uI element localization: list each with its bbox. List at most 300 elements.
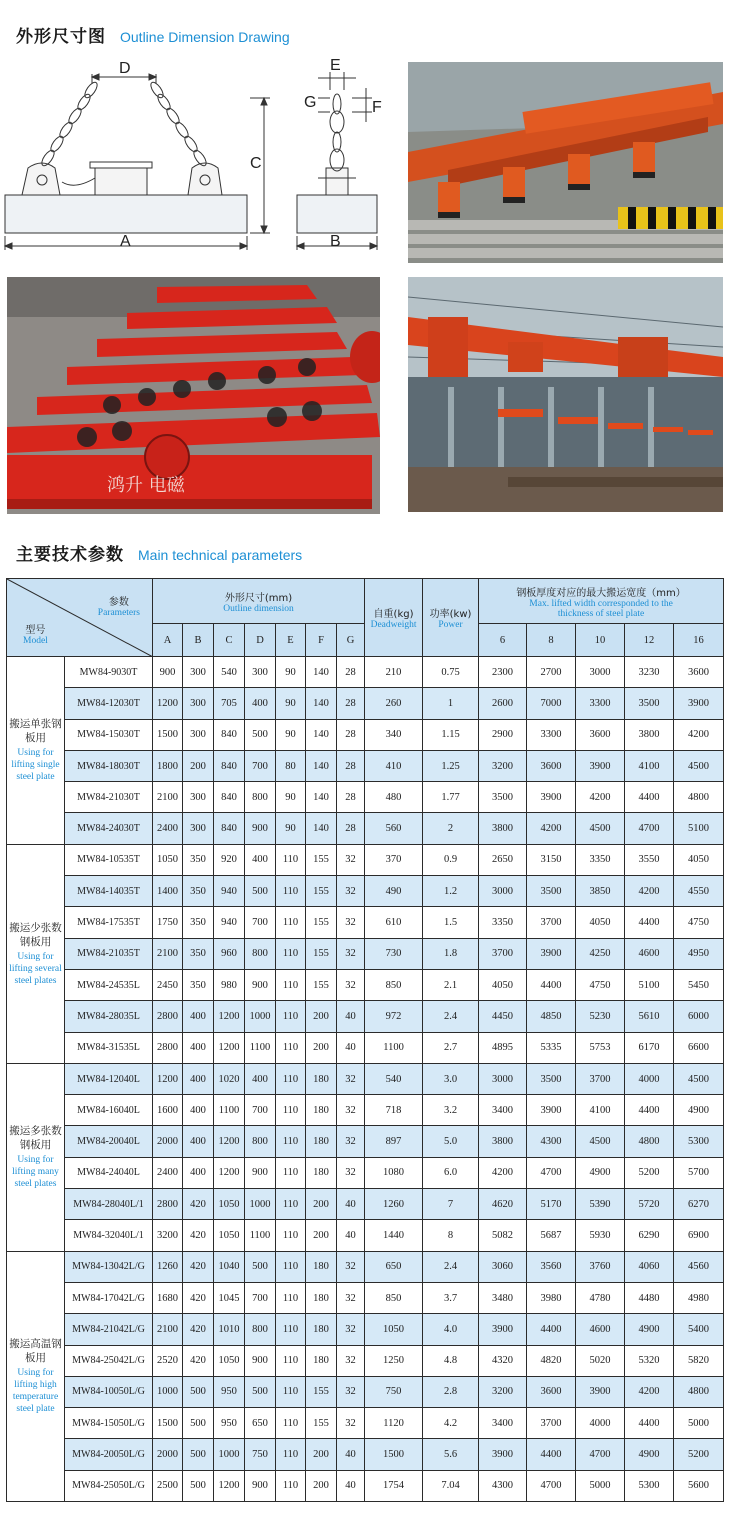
photo-crane-beam — [408, 62, 723, 263]
table-cell: 4100 — [625, 750, 674, 781]
model-cell: MW84-21042L/G — [65, 1314, 153, 1345]
table-cell: 1000 — [214, 1439, 245, 1470]
photo-workshop-cranes — [408, 277, 723, 512]
table-cell: 4400 — [527, 1439, 576, 1470]
table-cell: 0.9 — [423, 844, 479, 875]
table-cell: 90 — [276, 813, 306, 844]
table-cell: 110 — [276, 1470, 306, 1501]
table-cell: 4050 — [674, 844, 724, 875]
table-cell: 4320 — [479, 1345, 527, 1376]
table-cell: 500 — [245, 1251, 276, 1282]
table-cell: 210 — [365, 657, 423, 688]
table-cell: 400 — [245, 844, 276, 875]
table-row — [7, 1470, 724, 1501]
table-row — [7, 907, 724, 938]
table-cell: 1100 — [214, 1095, 245, 1126]
table-cell: 800 — [245, 782, 276, 813]
table-cell: 800 — [245, 1314, 276, 1345]
table-cell: 5300 — [674, 1126, 724, 1157]
table-cell: 155 — [306, 969, 337, 1000]
table-row — [7, 969, 724, 1000]
header-model-params-cell — [7, 579, 153, 657]
group-label-en: Using for lifting several steel plates — [9, 951, 62, 986]
right-lug — [188, 163, 222, 195]
model-cell: MW84-20050L/G — [65, 1439, 153, 1470]
table-cell: 370 — [365, 844, 423, 875]
table-cell: 155 — [306, 938, 337, 969]
model-cell: MW84-32040L/1 — [65, 1220, 153, 1251]
table-cell: 5335 — [527, 1032, 576, 1063]
table-cell: 110 — [276, 1032, 306, 1063]
left-chain — [40, 80, 100, 167]
table-cell: 2520 — [153, 1345, 183, 1376]
table-cell: 3760 — [576, 1251, 625, 1282]
table-cell: 2000 — [153, 1126, 183, 1157]
table-cell: 1400 — [153, 876, 183, 907]
table-cell: 1100 — [245, 1220, 276, 1251]
table-cell: 110 — [276, 1251, 306, 1282]
table-cell: 2800 — [153, 1189, 183, 1220]
table-cell: 5170 — [527, 1189, 576, 1220]
header-power-cn: 功率(kw) — [429, 609, 472, 620]
table-cell: 350 — [183, 907, 214, 938]
model-cell: MW84-24040L — [65, 1157, 153, 1188]
table-cell: 7000 — [527, 688, 576, 719]
table-row — [7, 1157, 724, 1188]
table-cell: 6270 — [674, 1189, 724, 1220]
table-cell: 5753 — [576, 1032, 625, 1063]
group-label-cn: 搬运多张数钢板用 — [9, 1125, 62, 1152]
table-cell: 900 — [245, 1157, 276, 1188]
table-cell: 1080 — [365, 1157, 423, 1188]
header-params-cn: 参数 — [108, 597, 129, 608]
table-cell: 28 — [337, 688, 365, 719]
table-cell: 420 — [183, 1282, 214, 1313]
table-cell: 340 — [365, 719, 423, 750]
table-row — [7, 1095, 724, 1126]
table-cell: 420 — [183, 1314, 214, 1345]
table-cell: 4950 — [674, 938, 724, 969]
table-cell: 1800 — [153, 750, 183, 781]
photo-lifting-magnets — [7, 277, 380, 514]
table-cell: 3700 — [479, 938, 527, 969]
table-cell: 840 — [214, 813, 245, 844]
table-cell: 920 — [214, 844, 245, 875]
model-cell: MW84-9030T — [65, 657, 153, 688]
table-cell: 4750 — [674, 907, 724, 938]
table-cell: 1050 — [214, 1345, 245, 1376]
table-cell: 500 — [183, 1408, 214, 1439]
table-cell: 5400 — [674, 1314, 724, 1345]
table-cell: 2300 — [479, 657, 527, 688]
table-cell: 3900 — [479, 1439, 527, 1470]
table-cell: 972 — [365, 1001, 423, 1032]
table-cell: 1010 — [214, 1314, 245, 1345]
table-cell: 110 — [276, 907, 306, 938]
table-cell: 950 — [214, 1408, 245, 1439]
header-dim-e: E — [276, 624, 306, 657]
table-cell: 5000 — [674, 1408, 724, 1439]
table-cell: 400 — [183, 1063, 214, 1094]
group-label-cell — [7, 844, 65, 1063]
table-cell: 8 — [423, 1220, 479, 1251]
table-cell: 3560 — [527, 1251, 576, 1282]
table-row — [7, 1439, 724, 1470]
table-cell: 2700 — [527, 657, 576, 688]
dim-label-e: E — [330, 57, 341, 74]
header-thick-10: 10 — [576, 624, 625, 657]
model-cell: MW84-24030T — [65, 813, 153, 844]
table-cell: 4500 — [674, 750, 724, 781]
table-cell: 1750 — [153, 907, 183, 938]
table-cell: 400 — [183, 1032, 214, 1063]
table-cell: 540 — [214, 657, 245, 688]
group-label-en: Using for lifting high temperature steel plate — [12, 1368, 59, 1415]
model-cell: MW84-12040L — [65, 1063, 153, 1094]
model-cell: MW84-21035T — [65, 938, 153, 969]
table-cell: 3900 — [527, 782, 576, 813]
table-cell: 5390 — [576, 1189, 625, 1220]
table-cell: 4400 — [625, 907, 674, 938]
table-cell: 420 — [183, 1220, 214, 1251]
table-cell: 200 — [306, 1032, 337, 1063]
table-cell: 300 — [183, 657, 214, 688]
table-cell: 3700 — [576, 1063, 625, 1094]
table-cell: 4600 — [625, 938, 674, 969]
table-cell: 3200 — [479, 1376, 527, 1407]
table-cell: 420 — [183, 1345, 214, 1376]
table-cell: 4200 — [479, 1157, 527, 1188]
group-label-cn: 搬运高温钢板用 — [9, 1338, 62, 1365]
table-cell: 32 — [337, 1063, 365, 1094]
header-thick-8: 8 — [527, 624, 576, 657]
table-cell: 1050 — [214, 1220, 245, 1251]
table-cell: 3.2 — [423, 1095, 479, 1126]
table-cell: 6290 — [625, 1220, 674, 1251]
table-cell: 200 — [306, 1220, 337, 1251]
table-cell: 32 — [337, 844, 365, 875]
table-cell: 2600 — [479, 688, 527, 719]
group-label-cn: 搬运少张数钢板用 — [9, 921, 62, 948]
table-cell: 5000 — [576, 1470, 625, 1501]
table-cell: 32 — [337, 969, 365, 1000]
table-cell: 3900 — [527, 938, 576, 969]
table-row — [7, 1220, 724, 1251]
table-cell: 480 — [365, 782, 423, 813]
table-cell: 4800 — [674, 1376, 724, 1407]
table-cell: 300 — [183, 782, 214, 813]
table-cell: 2400 — [153, 1157, 183, 1188]
group-label-cn: 搬运单张钢板用 — [9, 718, 62, 745]
table-cell: 950 — [214, 1376, 245, 1407]
table-cell: 730 — [365, 938, 423, 969]
table-cell: 4500 — [576, 1126, 625, 1157]
table-row — [7, 1189, 724, 1220]
table-cell: 1040 — [214, 1251, 245, 1282]
table-cell: 1.77 — [423, 782, 479, 813]
table-cell: 400 — [183, 1157, 214, 1188]
table-cell: 350 — [183, 876, 214, 907]
table-cell: 500 — [245, 1376, 276, 1407]
table-cell: 2100 — [153, 938, 183, 969]
table-row — [7, 1376, 724, 1407]
table-cell: 140 — [306, 688, 337, 719]
table-cell: 3900 — [479, 1314, 527, 1345]
model-cell: MW84-13042L/G — [65, 1251, 153, 1282]
table-cell: 2.7 — [423, 1032, 479, 1063]
side-view-body — [297, 195, 377, 233]
table-cell: 4480 — [625, 1282, 674, 1313]
table-cell: 200 — [306, 1439, 337, 1470]
table-cell: 4500 — [674, 1063, 724, 1094]
table-cell: 2.4 — [423, 1001, 479, 1032]
table-cell: 1.8 — [423, 938, 479, 969]
table-cell: 900 — [245, 813, 276, 844]
table-cell: 4000 — [576, 1408, 625, 1439]
table-cell: 4900 — [625, 1439, 674, 1470]
table-cell: 155 — [306, 1408, 337, 1439]
table-cell: 2.1 — [423, 969, 479, 1000]
table-cell: 4550 — [674, 876, 724, 907]
table-cell: 3200 — [479, 750, 527, 781]
table-cell: 4400 — [625, 1408, 674, 1439]
table-cell: 3150 — [527, 844, 576, 875]
model-cell: MW84-12030T — [65, 688, 153, 719]
table-cell: 3700 — [527, 1408, 576, 1439]
table-cell: 1200 — [214, 1001, 245, 1032]
table-cell: 32 — [337, 938, 365, 969]
table-cell: 180 — [306, 1282, 337, 1313]
table-cell: 1 — [423, 688, 479, 719]
table-cell: 5100 — [674, 813, 724, 844]
table-cell: 4400 — [625, 782, 674, 813]
table-cell: 350 — [183, 969, 214, 1000]
table-row — [7, 750, 724, 781]
table-cell: 6000 — [674, 1001, 724, 1032]
table-cell: 28 — [337, 813, 365, 844]
model-cell: MW84-21030T — [65, 782, 153, 813]
table-cell: 300 — [183, 813, 214, 844]
header-outline — [153, 579, 365, 624]
table-cell: 3900 — [527, 1095, 576, 1126]
table-cell: 850 — [365, 1282, 423, 1313]
table-cell: 5700 — [674, 1157, 724, 1188]
table-cell: 4900 — [576, 1157, 625, 1188]
table-cell: 4300 — [479, 1470, 527, 1501]
table-cell: 840 — [214, 750, 245, 781]
table-cell: 1200 — [153, 1063, 183, 1094]
table-cell: 155 — [306, 876, 337, 907]
table-cell: 5687 — [527, 1220, 576, 1251]
table-row — [7, 719, 724, 750]
table-cell: 700 — [245, 1095, 276, 1126]
table-cell: 5820 — [674, 1345, 724, 1376]
table-cell: 960 — [214, 938, 245, 969]
table-cell: 4400 — [527, 1314, 576, 1345]
table-cell: 3700 — [527, 907, 576, 938]
table-cell: 410 — [365, 750, 423, 781]
table-cell: 1100 — [365, 1032, 423, 1063]
model-cell: MW84-17535T — [65, 907, 153, 938]
table-cell: 3850 — [576, 876, 625, 907]
table-cell: 4.8 — [423, 1345, 479, 1376]
table-cell: 3550 — [625, 844, 674, 875]
table-cell: 897 — [365, 1126, 423, 1157]
table-cell: 4780 — [576, 1282, 625, 1313]
model-cell: MW84-24535L — [65, 969, 153, 1000]
table-cell: 5610 — [625, 1001, 674, 1032]
table-cell: 32 — [337, 1251, 365, 1282]
table-cell: 110 — [276, 1408, 306, 1439]
table-cell: 400 — [245, 1063, 276, 1094]
table-row — [7, 1032, 724, 1063]
table-cell: 32 — [337, 876, 365, 907]
table-cell: 3500 — [625, 688, 674, 719]
header-weight — [365, 579, 423, 657]
table-cell: 28 — [337, 657, 365, 688]
table-cell: 5720 — [625, 1189, 674, 1220]
table-cell: 110 — [276, 1376, 306, 1407]
table-cell: 3800 — [625, 719, 674, 750]
table-cell: 3500 — [479, 782, 527, 813]
table-cell: 2500 — [153, 1470, 183, 1501]
table-cell: 3400 — [479, 1095, 527, 1126]
table-cell: 4700 — [625, 813, 674, 844]
table-cell: 2000 — [153, 1439, 183, 1470]
header-dim-c: C — [214, 624, 245, 657]
table-cell: 300 — [183, 719, 214, 750]
table-cell: 110 — [276, 1157, 306, 1188]
table-cell: 4200 — [576, 782, 625, 813]
header-model-cn: 型号 — [25, 625, 46, 636]
table-cell: 40 — [337, 1032, 365, 1063]
header-power-en: Power — [438, 620, 463, 630]
table-cell: 490 — [365, 876, 423, 907]
model-cell: MW84-15030T — [65, 719, 153, 750]
table-cell: 4500 — [576, 813, 625, 844]
table-cell: 110 — [276, 1189, 306, 1220]
table-cell: 4600 — [576, 1314, 625, 1345]
table-cell: 1250 — [365, 1345, 423, 1376]
model-cell: MW84-14035T — [65, 876, 153, 907]
table-cell: 5.6 — [423, 1439, 479, 1470]
table-cell: 4.0 — [423, 1314, 479, 1345]
group-label-cell — [7, 657, 65, 845]
table-cell: 32 — [337, 1126, 365, 1157]
table-cell: 32 — [337, 1345, 365, 1376]
table-cell: 32 — [337, 1095, 365, 1126]
table-cell: 2650 — [479, 844, 527, 875]
table-cell: 5200 — [674, 1439, 724, 1470]
table-cell: 140 — [306, 750, 337, 781]
table-cell: 3600 — [576, 719, 625, 750]
table-cell: 1200 — [214, 1157, 245, 1188]
table-cell: 3.7 — [423, 1282, 479, 1313]
dim-label-d: D — [119, 60, 131, 77]
table-cell: 3800 — [479, 1126, 527, 1157]
table-cell: 2450 — [153, 969, 183, 1000]
table-cell: 4620 — [479, 1189, 527, 1220]
table-cell: 1.5 — [423, 907, 479, 938]
group-label-cell — [7, 1063, 65, 1251]
table-cell: 900 — [245, 1345, 276, 1376]
table-row — [7, 938, 724, 969]
table-cell: 110 — [276, 1345, 306, 1376]
header-thick-12: 12 — [625, 624, 674, 657]
table-cell: 5.0 — [423, 1126, 479, 1157]
table-cell: 800 — [245, 1126, 276, 1157]
dim-label-c: C — [250, 155, 262, 172]
table-cell: 5230 — [576, 1001, 625, 1032]
table-cell: 90 — [276, 719, 306, 750]
table-cell: 260 — [365, 688, 423, 719]
table-cell: 32 — [337, 1376, 365, 1407]
table-cell: 90 — [276, 657, 306, 688]
table-cell: 40 — [337, 1470, 365, 1501]
table-cell: 1050 — [153, 844, 183, 875]
table-cell: 2100 — [153, 1314, 183, 1345]
outline-heading — [16, 22, 290, 47]
outline-title-en: Outline Dimension Drawing — [120, 29, 290, 45]
table-cell: 650 — [365, 1251, 423, 1282]
table-cell: 1050 — [365, 1314, 423, 1345]
table-cell: 5200 — [625, 1157, 674, 1188]
table-cell: 32 — [337, 907, 365, 938]
table-cell: 40 — [337, 1220, 365, 1251]
table-cell: 705 — [214, 688, 245, 719]
table-cell: 540 — [365, 1063, 423, 1094]
table-cell: 5100 — [625, 969, 674, 1000]
table-cell: 110 — [276, 1314, 306, 1345]
table-cell: 4800 — [674, 782, 724, 813]
table-cell: 110 — [276, 1439, 306, 1470]
table-cell: 3.0 — [423, 1063, 479, 1094]
table-cell: 200 — [306, 1001, 337, 1032]
table-cell: 3500 — [527, 876, 576, 907]
table-cell: 140 — [306, 657, 337, 688]
table-cell: 32 — [337, 1282, 365, 1313]
table-cell: 4400 — [625, 1095, 674, 1126]
table-cell: 140 — [306, 719, 337, 750]
table-cell: 4200 — [625, 876, 674, 907]
table-cell: 750 — [365, 1376, 423, 1407]
table-cell: 4450 — [479, 1001, 527, 1032]
table-row — [7, 1345, 724, 1376]
table-cell: 3350 — [479, 907, 527, 938]
table-cell: 3200 — [153, 1220, 183, 1251]
table-cell: 32 — [337, 1157, 365, 1188]
table-cell: 900 — [153, 657, 183, 688]
table-cell: 4000 — [625, 1063, 674, 1094]
table-cell: 4900 — [674, 1095, 724, 1126]
table-cell: 400 — [245, 688, 276, 719]
table-row — [7, 688, 724, 719]
table-cell: 2800 — [153, 1001, 183, 1032]
table-cell: 1.15 — [423, 719, 479, 750]
table-cell: 155 — [306, 1376, 337, 1407]
model-cell: MW84-15050L/G — [65, 1408, 153, 1439]
table-cell: 400 — [183, 1095, 214, 1126]
table-cell: 500 — [183, 1376, 214, 1407]
table-cell: 3500 — [527, 1063, 576, 1094]
table-cell: 500 — [183, 1470, 214, 1501]
header-dim-b: B — [183, 624, 214, 657]
table-cell: 140 — [306, 782, 337, 813]
table-cell: 110 — [276, 1220, 306, 1251]
table-cell: 90 — [276, 782, 306, 813]
table-cell: 3000 — [576, 657, 625, 688]
table-row — [7, 1251, 724, 1282]
